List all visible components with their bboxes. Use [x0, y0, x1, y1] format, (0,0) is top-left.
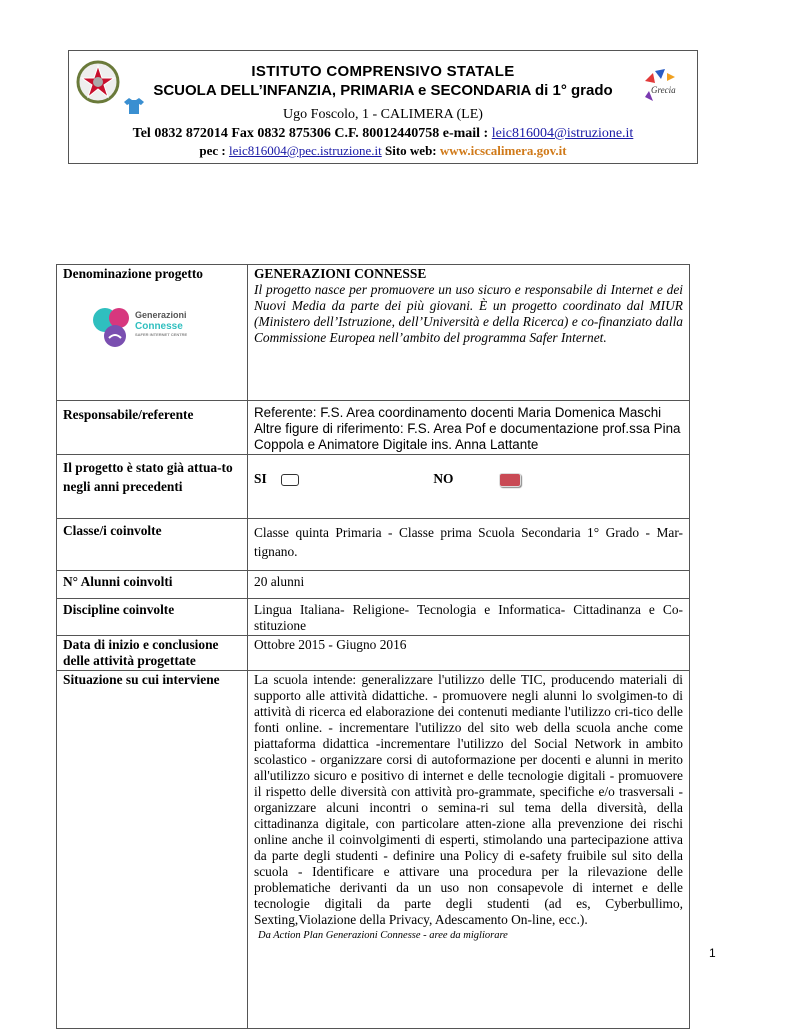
logo-line1: Generazioni: [135, 310, 187, 320]
school-address: Ugo Foscolo, 1 - CALIMERA (LE): [283, 107, 483, 122]
school-subtitle: SCUOLA DELL’INFANZIA, PRIMARIA e SECONDARIA di 1° grado: [153, 82, 613, 99]
label-alunni: N° Alunni coinvolti: [57, 571, 248, 599]
value-situazione: [248, 671, 690, 1029]
pec-link[interactable]: leic816004@pec.istruzione.it: [228, 143, 382, 158]
contact-line: [69, 126, 697, 142]
row-attuato: [57, 455, 690, 519]
value-responsabile: [248, 401, 690, 455]
value-discipline: Lingua Italiana- Religione- Tecnologia e Informatica- Cittadinanza e Co-stituzione: [248, 599, 690, 636]
value-date: Ottobre 2015 - Giugno 2016: [248, 636, 690, 671]
project-title: GENERAZIONI CONNESSE: [254, 266, 427, 281]
tel-fax-cf: Tel 0832 872014 Fax 0832 875306 C.F. 80012440758 e-mail :: [132, 126, 489, 141]
logo-line3: SAFER INTERNET CENTRE: [135, 332, 188, 337]
value-classi: Classe quinta Primaria - Classe prima Scuola Secondaria 1° Grado - Mar-tignano.: [248, 519, 690, 571]
value-alunni: 20 alunni: [248, 571, 690, 599]
si-checkbox[interactable]: [281, 474, 299, 486]
situazione-text: La scuola intende: generalizzare l'utilizzo delle TIC, producendo materiali di supporto alle attività didattiche. - promuovere negli alunni lo svolgimen-to di attività di ricerca ed elaborazione dei contenuti mediante l'utilizzo cri-tico delle fonti online. - incrementare l'utilizzo del sito web della scuola anche come piattaforma didattica -incrementare l'utilizzo del Social Network in ambito scolastico - organizzare corsi di autoformazione per docenti e alunni in merito all'utilizzo sicuro e positivo di internet e delle tecnologie digitali - promuovere il rispetto delle diversità con attività pro-grammate, specifiche e/o trasversali - organizzare alcuni incontri o semina-ri sul tema della diversità, della cittadinanza digitale, con particolare atten-zione alla prevenzione dei rischi online anche il coinvolgimenti di esperti, stimolando una partecipazione attiva da parte degli studenti - definire una Policy di e-safety fruibile sul sito della scuola - Identificare e attivare una procedura per la rilevazione delle problematiche derivanti da un uso non consapevole di internet e delle tecnologie digitali da parte degli studenti (ad es, Cyberbullimo, Sexting,Violazione della Privacy, Adescamento On-line, ecc.).: [254, 672, 683, 927]
si-label: SI: [254, 471, 267, 486]
row-discipline: [57, 599, 690, 636]
no-checkbox-checked[interactable]: [499, 473, 521, 487]
email-link[interactable]: leic816004@istruzione.it: [491, 126, 634, 141]
no-label: NO: [433, 471, 454, 486]
pec-line: [69, 143, 697, 159]
label-date: Data di inizio e conclusione delle attività progettate: [57, 636, 248, 671]
label-situazione: Situazione su cui interviene: [57, 671, 248, 1029]
label-classi: Classe/i coinvolte: [57, 519, 248, 571]
school-name: ISTITUTO COMPRENSIVO STATALE: [251, 63, 515, 80]
altre-figure: Altre figure di riferimento: F.S. Area Pof e documentazione prof.ssa Pina Coppola e Animatore Digitale ins. Anna Lattante: [254, 421, 681, 452]
row-date: [57, 636, 690, 671]
label-denominazione: [57, 265, 248, 401]
label-responsabile: Responsabile/referente: [57, 401, 248, 455]
label-denominazione-text: Denominazione progetto: [63, 266, 203, 281]
row-denominazione: [57, 265, 690, 401]
web-link[interactable]: www.icscalimera.gov.it: [439, 143, 567, 158]
letterhead: [68, 50, 698, 164]
logo-line2: Connesse: [135, 321, 183, 332]
row-responsabile: [57, 401, 690, 455]
project-table: [56, 264, 690, 1029]
web-label: Sito web:: [385, 143, 437, 158]
row-alunni: [57, 571, 690, 599]
value-attuato: [248, 455, 690, 519]
action-plan-note: Da Action Plan Generazioni Connesse - aree da migliorare: [258, 930, 508, 941]
label-discipline: Discipline coinvolte: [57, 599, 248, 636]
label-attuato: Il progetto è stato già attua-to negli anni precedenti: [57, 455, 248, 519]
row-classi: [57, 519, 690, 571]
pec-label: pec :: [199, 143, 226, 158]
page-number: 1: [709, 946, 716, 960]
generazioni-connesse-logo: [91, 304, 211, 350]
grecia-logo-text: Grecia: [651, 85, 676, 95]
value-denominazione: [248, 265, 690, 401]
row-situazione: [57, 671, 690, 1029]
referente-line: Referente: F.S. Area coordinamento docenti Maria Domenica Maschi: [254, 405, 662, 420]
project-description: Il progetto nasce per promuovere un uso sicuro e responsabile di Internet e dei Nuovi Media da parte dei più giovani. È un progetto coordinato dal MIUR (Ministero dell’Istruzione, dell’Università e della Ricerca) e co-finanziato dalla Commissione Europea nell’ambito del programma Safer Internet.: [254, 282, 683, 345]
